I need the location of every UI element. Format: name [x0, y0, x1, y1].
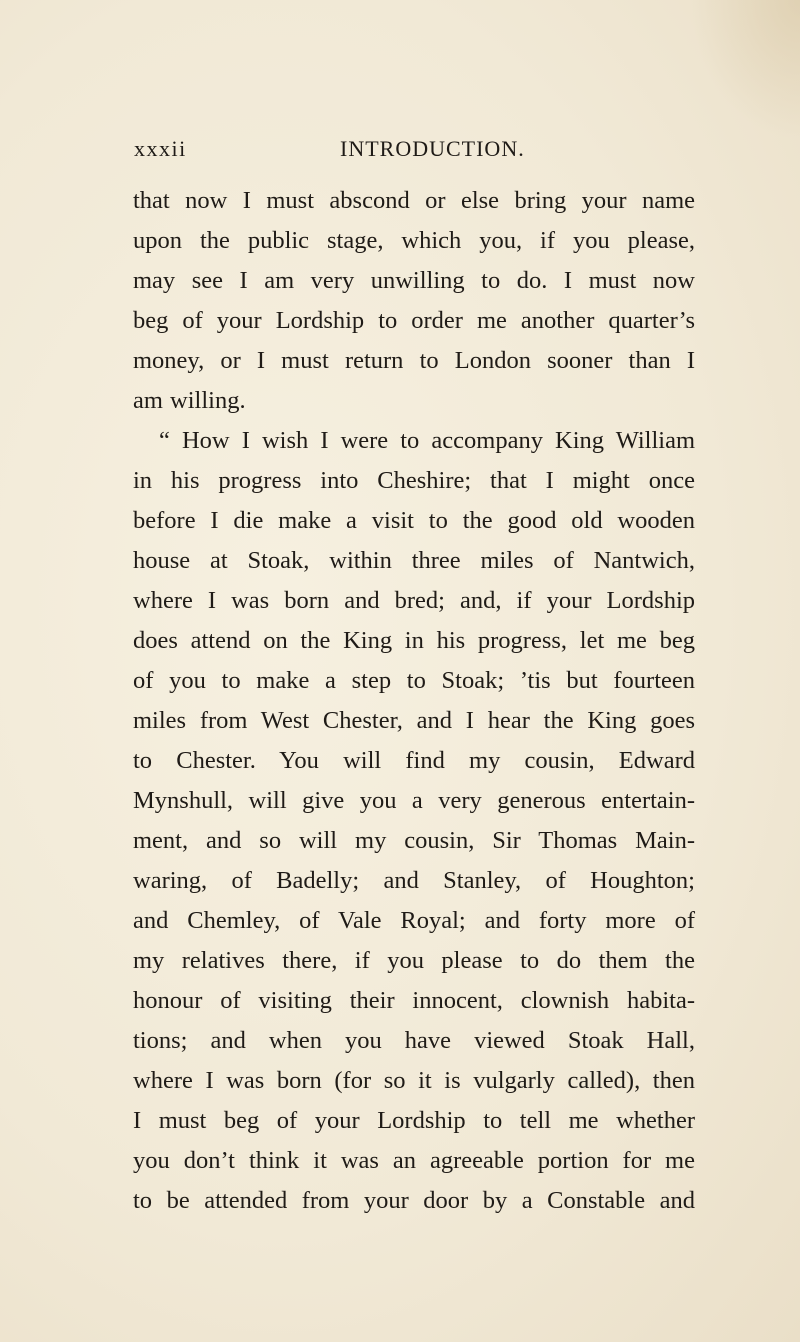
paper-stain [690, 0, 800, 140]
text-line: beg of your Lordship to order me another quarter’s [133, 307, 695, 334]
text-line: does attend on the King in his progress, let me beg [133, 627, 695, 654]
text-line: of you to make a step to Stoak; ’tis but fourteen [133, 667, 695, 694]
text-line: my relatives there, if you please to do them the [133, 947, 695, 974]
text-line: honour of visiting their innocent, clownish habita- [133, 987, 695, 1014]
text-line: miles from West Chester, and I hear the King goes [133, 707, 695, 734]
text-line: Mynshull, will give you a very generous entertain- [133, 787, 695, 814]
text-line: in his progress into Cheshire; that I might once [133, 467, 695, 494]
text-line: waring, of Badelly; and Stanley, of Houghton; [133, 867, 695, 894]
text-line: to be attended from your door by a Constable and [133, 1187, 695, 1214]
text-line: before I die make a visit to the good old wooden [133, 507, 695, 534]
text-line: to Chester. You will find my cousin, Edward [133, 747, 695, 774]
text-line: “ How I wish I were to accompany King William [159, 427, 695, 454]
text-line: where I was born (for so it is vulgarly called), then [133, 1067, 695, 1094]
body-text [133, 181, 695, 1221]
text-line: where I was born and bred; and, if your Lordship [133, 587, 695, 614]
text-line: may see I am very unwilling to do. I must now [133, 267, 695, 294]
text-line: tions; and when you have viewed Stoak Hall, [133, 1027, 695, 1054]
text-line: am willing. [133, 387, 246, 414]
page-number: xxxii [134, 136, 187, 161]
text-line: house at Stoak, within three miles of Nantwich, [133, 547, 695, 574]
text-line: ment, and so will my cousin, Sir Thomas Main- [133, 827, 695, 854]
page-header [134, 136, 694, 170]
text-line: I must beg of your Lordship to tell me whether [133, 1107, 695, 1134]
running-head: INTRODUCTION. [340, 136, 525, 161]
text-line: upon the public stage, which you, if you please, [133, 227, 695, 254]
text-line: that now I must abscond or else bring your name [133, 187, 695, 214]
text-line: money, or I must return to London sooner than I [133, 347, 695, 374]
text-line: and Chemley, of Vale Royal; and forty more of [133, 907, 695, 934]
text-line: you don’t think it was an agreeable portion for me [133, 1147, 695, 1174]
